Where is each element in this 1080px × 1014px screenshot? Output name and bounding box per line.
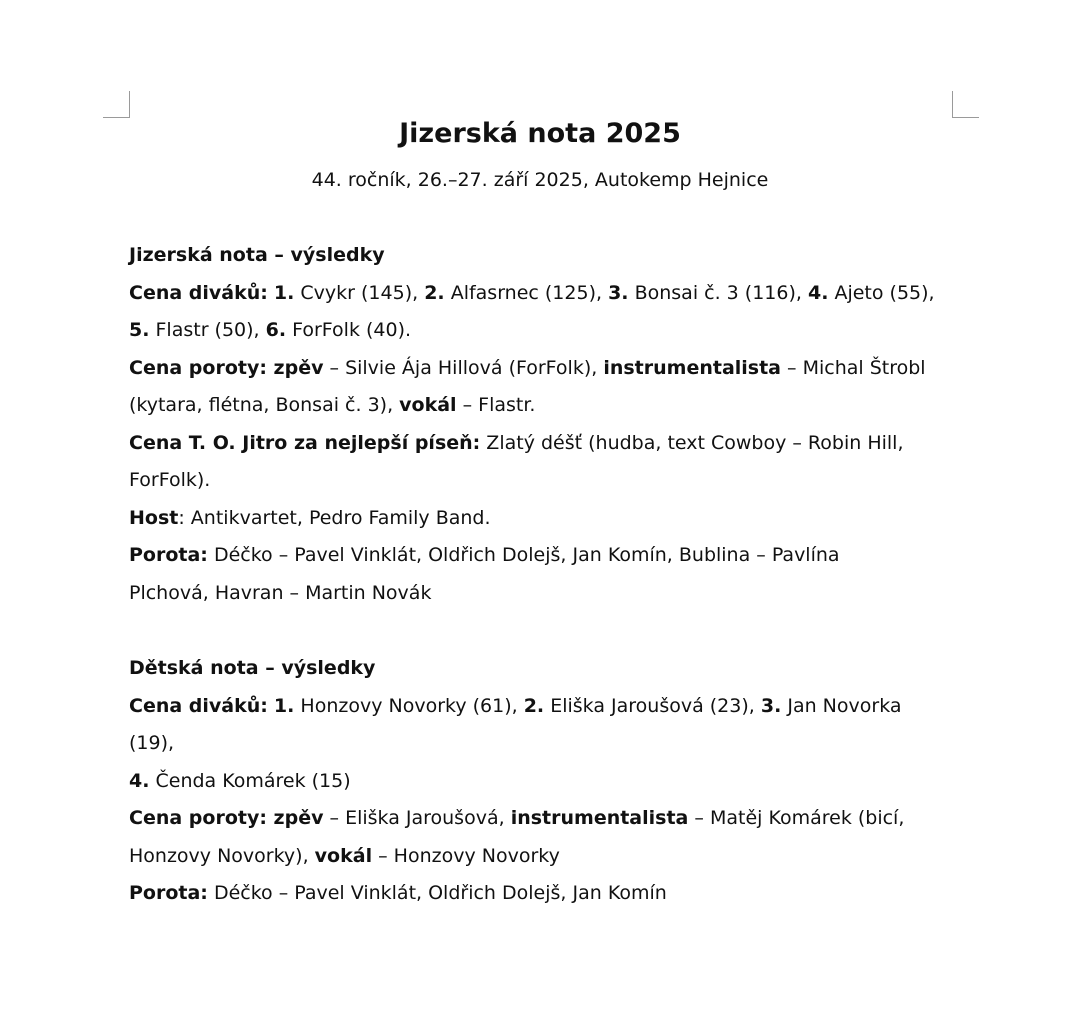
instrumentalist-label: instrumentalista: [510, 807, 689, 829]
rank-5: 5.: [129, 319, 150, 341]
rank-3: 3.: [608, 281, 629, 304]
document-subtitle: 44. ročník, 26.–27. září 2025, Autokemp Hejnice: [311, 169, 769, 191]
audience-award-label: Cena diváků:: [129, 281, 268, 304]
rank-4-text: Čenda Komárek (15): [149, 769, 351, 792]
jury-award-label: Cena poroty: zpěv: [129, 807, 324, 829]
guest-label: Host: [129, 506, 179, 529]
rank-4: 4.: [807, 281, 829, 304]
jury-panel-text: Déčko – Pavel Vinklát, Oldřich Dolejš, Jan Komín: [207, 882, 667, 904]
rank-1-text: Cvykr (145),: [294, 281, 425, 304]
rank-1: 1.: [273, 694, 295, 717]
audience-award-line-cont: (19),: [129, 732, 175, 754]
rank-6-text: ForFolk (40).: [286, 319, 412, 341]
section-heading: Jizerská nota – výsledky: [129, 244, 385, 266]
rank-4-text: Ajeto (55),: [828, 281, 935, 304]
jury-award-line-cont: [129, 838, 959, 876]
group-vocal-winner: – Flastr.: [456, 394, 536, 416]
group-vocal-label: vokál: [314, 844, 373, 867]
jury-award-line: [129, 800, 959, 838]
best-song-label: Cena T. O. Jitro za nejlepší píseň:: [129, 431, 481, 454]
audience-award-line: [129, 275, 959, 313]
jury-vocal-winner: – Silvie Ája Hillová (ForFolk),: [323, 356, 604, 379]
instrumentalist-winner: – Matěj Komárek (bicí,: [688, 807, 905, 829]
section-heading: Dětská nota – výsledky: [129, 657, 376, 679]
jury-vocal-winner: – Eliška Jaroušová,: [323, 807, 511, 829]
rank-1-text: Honzovy Novorky (61),: [294, 694, 524, 717]
best-song-text: Zlatý déšť (hudba, text Cowboy – Robin Hill,: [480, 431, 904, 454]
section-jizerska-nota: [129, 237, 959, 612]
best-song-line: [129, 425, 959, 463]
instrumentalist-detail: Honzovy Novorky),: [129, 844, 315, 867]
guest-text: : Antikvartet, Pedro Family Band.: [178, 506, 491, 529]
jury-panel-line-cont: Plchová, Havran – Martin Novák: [129, 581, 432, 604]
rank-5-text: Flastr (50),: [149, 319, 266, 341]
rank-6: 6.: [265, 319, 287, 341]
rank-3-text: Bonsai č. 3 (116),: [628, 281, 808, 304]
rank-2-text: Alfasrnec (125),: [444, 281, 609, 304]
jury-panel-line: [129, 537, 959, 575]
rank-3: 3.: [760, 694, 782, 717]
jury-award-line: [129, 350, 959, 388]
jury-panel-line: [129, 875, 959, 913]
document-title: Jizerská nota 2025: [399, 118, 681, 149]
instrumentalist-label: instrumentalista: [603, 356, 782, 379]
jury-panel-text: Déčko – Pavel Vinklát, Oldřich Dolejš, Jan Komín, Bublina – Pavlína: [207, 544, 840, 566]
rank-4: 4.: [129, 769, 150, 792]
rank-2-text: Eliška Jaroušová (23),: [544, 694, 761, 717]
jury-panel-label: Porota:: [129, 544, 208, 566]
instrumentalist-detail: (kytara, flétna, Bonsai č. 3),: [129, 394, 400, 416]
jury-award-line-cont: [129, 387, 959, 425]
jury-panel-label: Porota:: [129, 882, 208, 904]
instrumentalist-winner: – Michal Štrobl: [781, 356, 926, 379]
audience-award-line: [129, 688, 959, 726]
rank-3-text: Jan Novorka: [781, 694, 902, 717]
rank-2: 2.: [523, 694, 545, 717]
guest-line: [129, 500, 959, 538]
audience-award-line-4: [129, 763, 959, 801]
rank-2: 2.: [424, 281, 445, 304]
audience-award-label: Cena diváků:: [129, 694, 268, 717]
jury-award-label: Cena poroty: zpěv: [129, 356, 324, 379]
group-vocal-label: vokál: [399, 394, 457, 416]
group-vocal-winner: – Honzovy Novorky: [372, 844, 560, 867]
best-song-line-cont: ForFolk).: [129, 469, 211, 491]
audience-award-line-cont: [129, 312, 959, 350]
rank-1: 1.: [273, 281, 295, 304]
section-detska-nota: [129, 650, 959, 913]
